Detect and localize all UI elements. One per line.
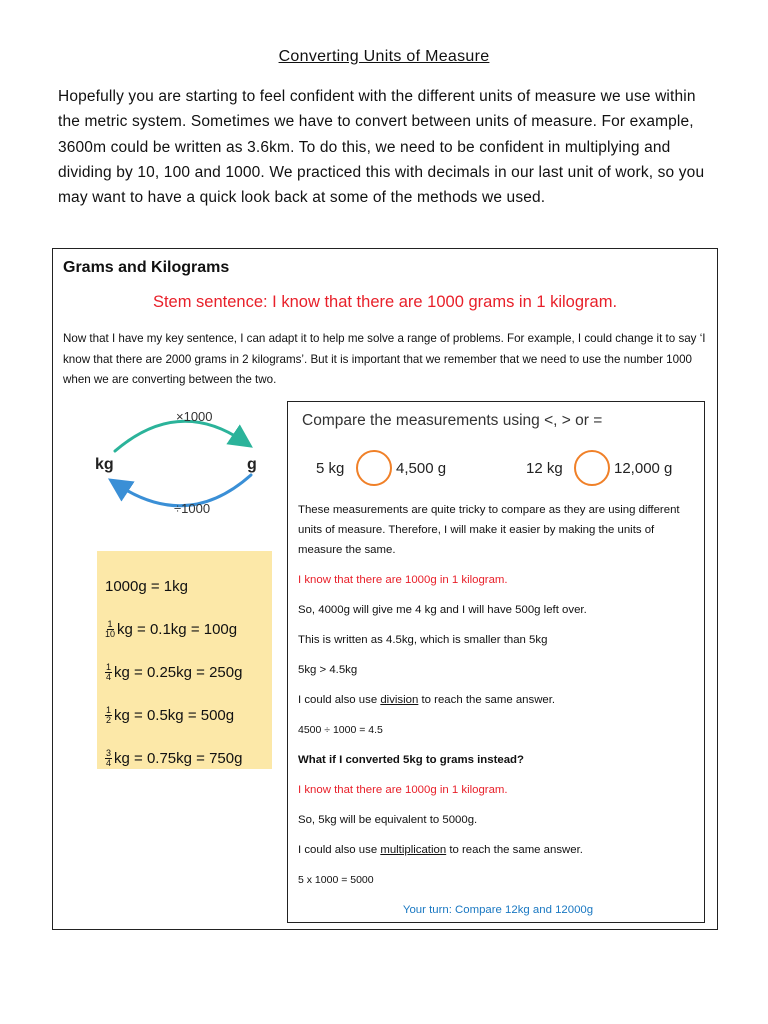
stem-sentence: Stem sentence: I know that there are 1000 grams in 1 kilogram. [152, 293, 618, 311]
conversion-arrows [93, 403, 283, 523]
conversion-facts-box [97, 551, 272, 769]
fact-line [105, 651, 264, 694]
fact-text: kg = 0.1kg = 100g [117, 621, 238, 638]
compare-pair-a [302, 450, 502, 486]
fact-sentence: I know that there are 1000g in 1 kilogram. [298, 784, 508, 796]
compare-circle[interactable] [574, 450, 610, 486]
question-text: What if I converted 5kg to grams instead? [298, 754, 524, 766]
fact-line [105, 565, 264, 608]
explanation-paragraph: Now that I have my key sentence, I can adapt it to help me solve a range of problems. For example, I could change it to say ‘I know that there are 2000 grams in 2 kilograms’. But it is important that we remember that we need to use the number 1000 when we are converting between the two. [63, 332, 706, 386]
step-text: 5kg > 4.5kg [298, 664, 358, 676]
your-turn-text: Your turn: Compare 12kg and 12000g [402, 904, 594, 916]
fact-line [105, 608, 264, 651]
measure-5kg: 5 kg [316, 460, 345, 477]
fraction: $\frac{1}{4}$ [106, 662, 112, 682]
calc-text: 5 x 1000 = 5000 [298, 874, 374, 886]
divide-label: ÷1000 [174, 501, 211, 516]
intro-paragraph: Hopefully you are starting to feel confident with the different units of measure we use within the metric system. Sometimes we have to convert between units of measure. For example, 3600m could be written as 3.6km. To do this, we need to be confident in multiplying and dividing by 10, 100 and 1000. We practiced this with decimals in our last unit of work, so you may want to have a quick look back at some of the methods we used. [58, 88, 705, 207]
g-label: g [247, 456, 257, 473]
calc-text: 4500 ÷ 1000 = 4.5 [298, 724, 383, 736]
measure-4500g: 4,500 g [396, 460, 447, 477]
multiply-arrow [115, 421, 243, 451]
fact-text: 1000g = 1kg [105, 578, 188, 595]
multiplication-line: I could also use multiplication to reach the same answer. [298, 844, 583, 856]
page-title: Converting Units of Measure [278, 48, 490, 65]
fraction: $\frac{1}{2}$ [106, 705, 112, 725]
fact-line [105, 694, 264, 737]
compare-circle[interactable] [356, 450, 392, 486]
step-text: So, 4000g will give me 4 kg and I will have 500g left over. [298, 604, 587, 616]
fact-text: kg = 0.25kg = 250g [114, 664, 243, 681]
section-heading: Grams and Kilograms [63, 259, 230, 276]
compare-title: Compare the measurements using <, > or = [302, 412, 603, 429]
fact-sentence: I know that there are 1000g in 1 kilogram. [298, 574, 508, 586]
division-line: I could also use division to reach the same answer. [298, 694, 556, 706]
fact-text: kg = 0.5kg = 500g [114, 707, 235, 724]
kg-label: kg [95, 456, 114, 473]
step-text: So, 5kg will be equivalent to 5000g. [298, 814, 478, 826]
compare-panel [287, 401, 705, 923]
conversion-diagram [93, 403, 283, 523]
compare-pair-b [512, 450, 702, 486]
fraction: $\frac{1}{10}$ [105, 619, 116, 639]
grams-kilograms-panel [52, 248, 718, 930]
explain-text: These measurements are quite tricky to compare as they are using different units of measure. Therefore, I will make it easier by making the units of measure the same. [298, 504, 680, 556]
fraction: $\frac{3}{4}$ [106, 748, 112, 768]
fact-text: kg = 0.75kg = 750g [114, 750, 243, 767]
multiply-label: ×1000 [176, 409, 213, 424]
measure-12000g: 12,000 g [614, 460, 673, 477]
fact-line [105, 737, 264, 780]
step-text: This is written as 4.5kg, which is smaller than 5kg [298, 634, 548, 646]
measure-12kg: 12 kg [526, 460, 563, 477]
